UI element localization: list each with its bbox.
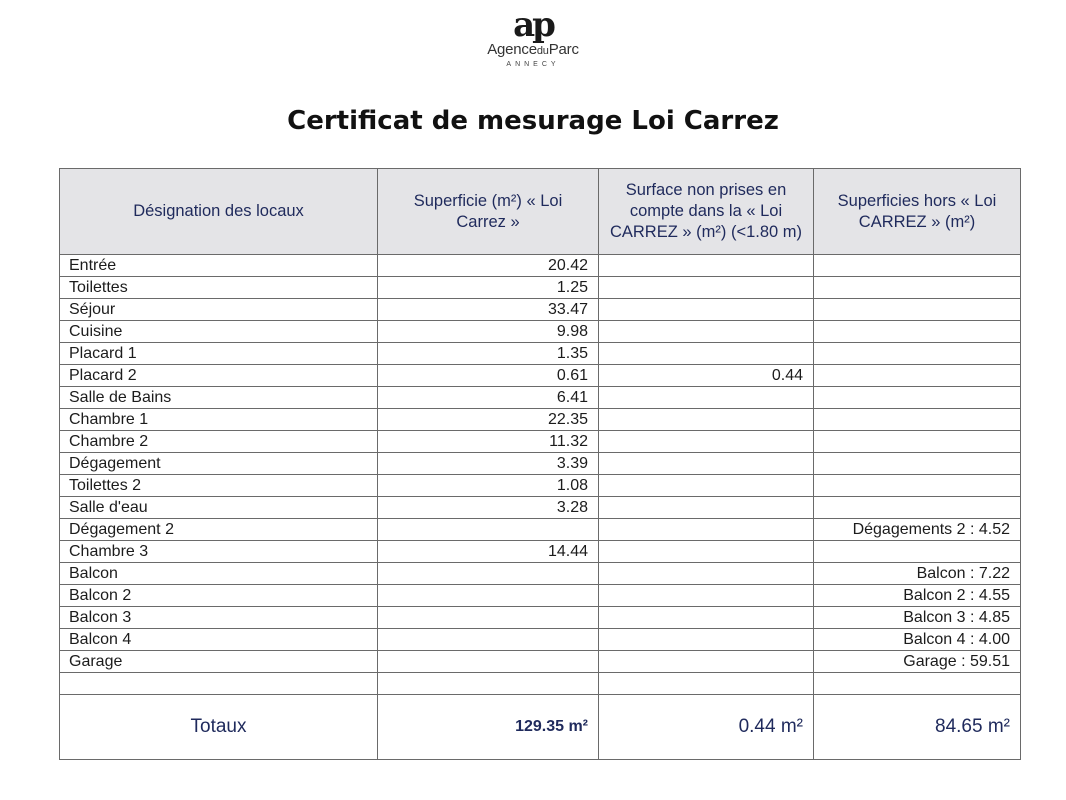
cell-carrez xyxy=(378,585,599,607)
table-row xyxy=(60,541,1021,563)
cell-carrez xyxy=(378,629,599,651)
cell-carrez xyxy=(378,607,599,629)
cell-hors-carrez xyxy=(814,343,1021,365)
cell-carrez: 6.41 xyxy=(378,387,599,409)
cell-designation: Entrée xyxy=(60,255,378,277)
cell-hors-carrez xyxy=(814,321,1021,343)
cell-carrez: 3.39 xyxy=(378,453,599,475)
cell-non-comptee xyxy=(599,387,814,409)
cell-hors-carrez xyxy=(814,387,1021,409)
table-row xyxy=(60,299,1021,321)
cell-hors-carrez xyxy=(814,453,1021,475)
totals-hors-carrez: 84.65 m² xyxy=(814,695,1021,760)
cell-carrez: 22.35 xyxy=(378,409,599,431)
cell-hors-carrez: Balcon : 7.22 xyxy=(814,563,1021,585)
table-row xyxy=(60,475,1021,497)
cell-designation: Balcon 2 xyxy=(60,585,378,607)
cell-hors-carrez: Garage : 59.51 xyxy=(814,651,1021,673)
cell-non-comptee xyxy=(599,255,814,277)
header-non-comptee: Surface non prises en compte dans la « Loi CARREZ » (m²) (<1.80 m) xyxy=(599,169,814,255)
logo-city: ANNECY xyxy=(506,61,560,68)
cell-hors-carrez xyxy=(814,541,1021,563)
cell-hors-carrez xyxy=(814,497,1021,519)
cell-designation: Garage xyxy=(60,651,378,673)
cell-designation: Toilettes 2 xyxy=(60,475,378,497)
cell-designation: Chambre 2 xyxy=(60,431,378,453)
cell-hors-carrez xyxy=(814,255,1021,277)
cell-empty xyxy=(60,673,378,695)
logo-name-end: Parc xyxy=(548,41,579,58)
cell-designation: Balcon 4 xyxy=(60,629,378,651)
cell-designation: Placard 2 xyxy=(60,365,378,387)
cell-designation: Cuisine xyxy=(60,321,378,343)
cell-non-comptee xyxy=(599,497,814,519)
logo-name-main: Agence xyxy=(487,41,537,58)
cell-carrez: 3.28 xyxy=(378,497,599,519)
table-row xyxy=(60,365,1021,387)
cell-designation: Balcon 3 xyxy=(60,607,378,629)
table-row xyxy=(60,607,1021,629)
cell-designation: Dégagement xyxy=(60,453,378,475)
totals-carrez: 129.35 m² xyxy=(378,695,599,760)
measurement-table xyxy=(59,168,1021,760)
cell-carrez: 1.35 xyxy=(378,343,599,365)
cell-designation: Chambre 1 xyxy=(60,409,378,431)
cell-non-comptee xyxy=(599,541,814,563)
cell-hors-carrez: Balcon 4 : 4.00 xyxy=(814,629,1021,651)
cell-designation: Salle de Bains xyxy=(60,387,378,409)
totals-non-comptee: 0.44 m² xyxy=(599,695,814,760)
cell-designation: Toilettes xyxy=(60,277,378,299)
table-row xyxy=(60,255,1021,277)
cell-non-comptee xyxy=(599,277,814,299)
cell-non-comptee xyxy=(599,321,814,343)
cell-non-comptee xyxy=(599,431,814,453)
table-row xyxy=(60,651,1021,673)
table-row xyxy=(60,497,1021,519)
cell-designation: Salle d'eau xyxy=(60,497,378,519)
cell-empty xyxy=(814,673,1021,695)
cell-hors-carrez xyxy=(814,475,1021,497)
cell-carrez xyxy=(378,563,599,585)
table-row xyxy=(60,387,1021,409)
cell-designation: Balcon xyxy=(60,563,378,585)
agency-logo xyxy=(0,5,1066,69)
logo-mark: ap xyxy=(513,5,553,45)
cell-designation: Séjour xyxy=(60,299,378,321)
cell-non-comptee xyxy=(599,343,814,365)
cell-carrez: 9.98 xyxy=(378,321,599,343)
table-row xyxy=(60,431,1021,453)
table-row xyxy=(60,409,1021,431)
cell-hors-carrez xyxy=(814,431,1021,453)
cell-non-comptee xyxy=(599,607,814,629)
cell-non-comptee xyxy=(599,585,814,607)
cell-hors-carrez: Dégagements 2 : 4.52 xyxy=(814,519,1021,541)
cell-hors-carrez xyxy=(814,365,1021,387)
cell-non-comptee xyxy=(599,651,814,673)
table-row xyxy=(60,321,1021,343)
cell-non-comptee xyxy=(599,299,814,321)
totals-row xyxy=(60,695,1021,760)
table-row xyxy=(60,277,1021,299)
cell-non-comptee xyxy=(599,519,814,541)
document-title: Certificat de mesurage Loi Carrez xyxy=(287,106,779,136)
cell-carrez: 33.47 xyxy=(378,299,599,321)
cell-empty xyxy=(378,673,599,695)
cell-non-comptee xyxy=(599,409,814,431)
cell-carrez: 14.44 xyxy=(378,541,599,563)
cell-empty xyxy=(599,673,814,695)
cell-hors-carrez: Balcon 2 : 4.55 xyxy=(814,585,1021,607)
table-body xyxy=(60,255,1021,760)
table-row xyxy=(60,629,1021,651)
table-row xyxy=(60,343,1021,365)
logo-name-du: du xyxy=(536,45,549,57)
cell-non-comptee xyxy=(599,563,814,585)
table-row-empty xyxy=(60,673,1021,695)
cell-carrez xyxy=(378,519,599,541)
cell-carrez: 20.42 xyxy=(378,255,599,277)
header-carrez: Superficie (m²) « Loi Carrez » xyxy=(378,169,599,255)
table-row xyxy=(60,563,1021,585)
cell-designation: Placard 1 xyxy=(60,343,378,365)
totals-label: Totaux xyxy=(60,695,378,760)
cell-hors-carrez xyxy=(814,409,1021,431)
table-row xyxy=(60,453,1021,475)
cell-non-comptee: 0.44 xyxy=(599,365,814,387)
cell-designation: Chambre 3 xyxy=(60,541,378,563)
header-hors-carrez: Superficies hors « Loi CARREZ » (m²) xyxy=(814,169,1021,255)
cell-non-comptee xyxy=(599,629,814,651)
cell-non-comptee xyxy=(599,453,814,475)
cell-non-comptee xyxy=(599,475,814,497)
cell-hors-carrez xyxy=(814,299,1021,321)
cell-carrez: 11.32 xyxy=(378,431,599,453)
cell-carrez: 1.25 xyxy=(378,277,599,299)
logo-name xyxy=(0,41,1066,60)
cell-carrez: 1.08 xyxy=(378,475,599,497)
header-designation: Désignation des locaux xyxy=(60,169,378,255)
cell-carrez xyxy=(378,651,599,673)
cell-carrez: 0.61 xyxy=(378,365,599,387)
table-row xyxy=(60,585,1021,607)
table-row xyxy=(60,519,1021,541)
cell-designation: Dégagement 2 xyxy=(60,519,378,541)
cell-hors-carrez: Balcon 3 : 4.85 xyxy=(814,607,1021,629)
cell-hors-carrez xyxy=(814,277,1021,299)
